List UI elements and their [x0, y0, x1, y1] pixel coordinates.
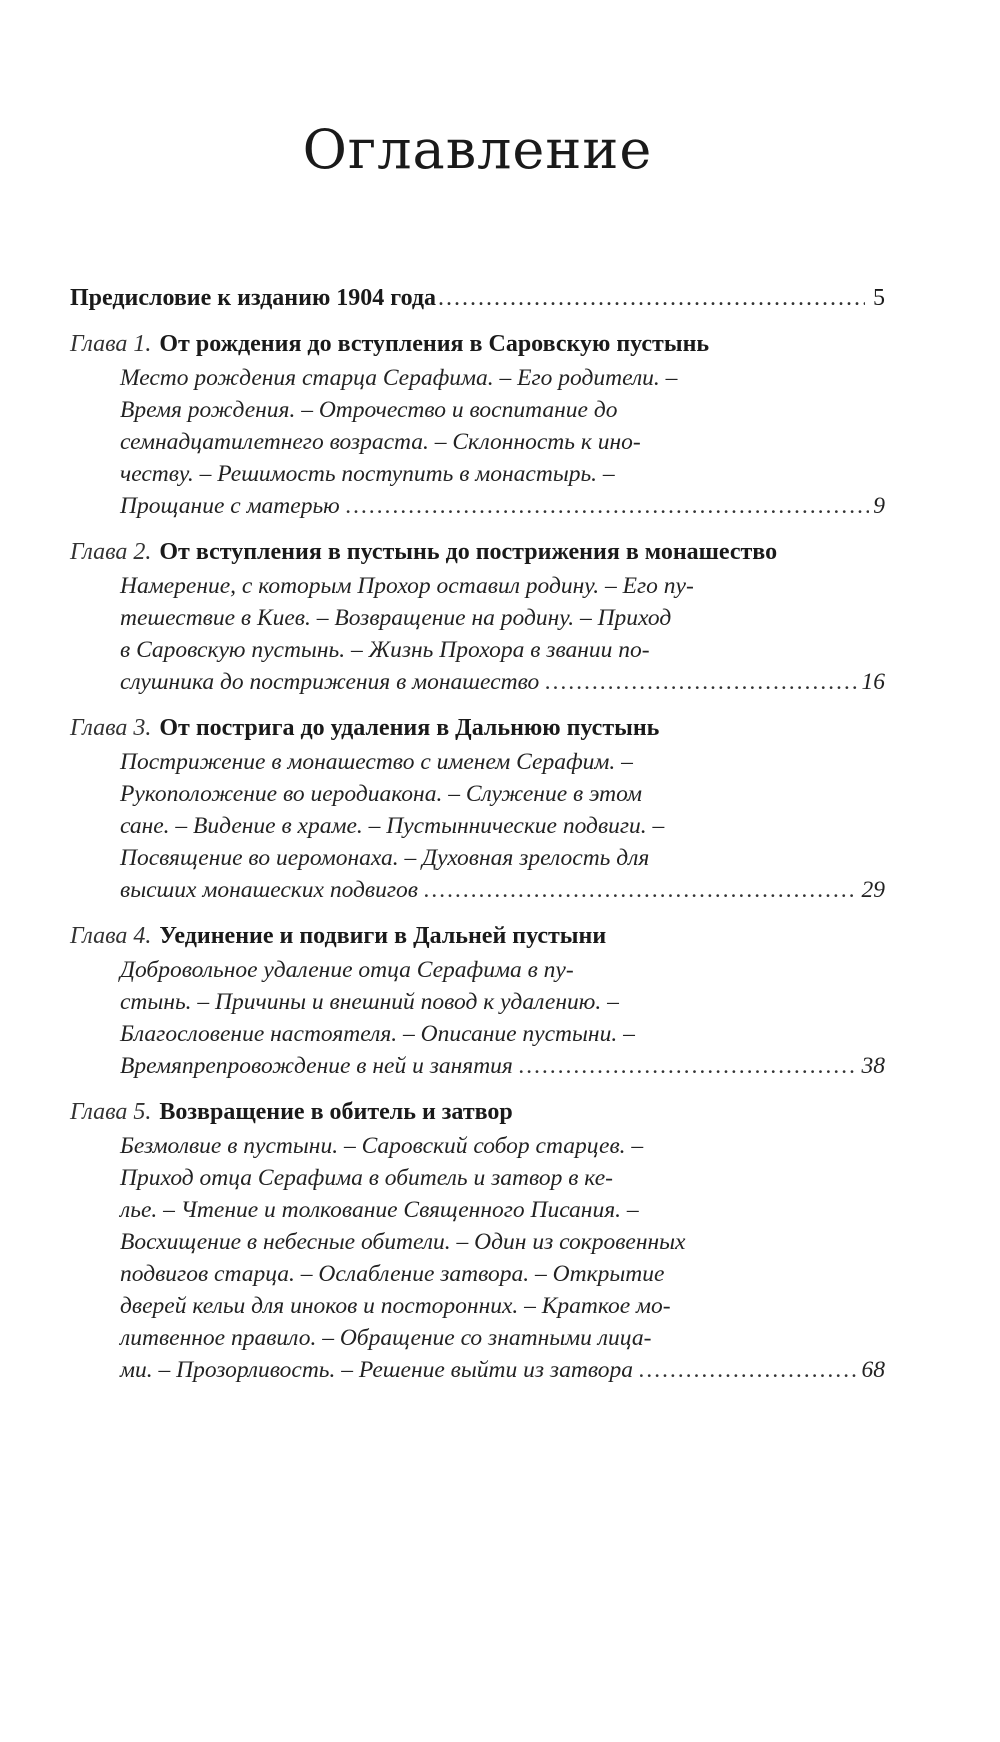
- summary-line: ми. – Прозорливость. – Решение выйти из затвора: [120, 1357, 633, 1383]
- summary-line: честву. – Решимость поступить в монастырь. –: [120, 461, 615, 487]
- chapter-summary: [120, 362, 885, 522]
- dot-leader: [545, 666, 857, 698]
- summary-last-line: [120, 874, 885, 906]
- summary-line: Рукоположение во иеродиакона. – Служение в этом: [120, 781, 642, 807]
- summary-line: Приход отца Серафима в обитель и затвор в ке-: [120, 1165, 613, 1191]
- summary-line: лье. – Чтение и толкование Священного Писания. –: [120, 1197, 639, 1223]
- chapter-heading: [70, 712, 885, 744]
- summary-line: в Саровскую пустынь. – Жизнь Прохора в звании по-: [120, 637, 650, 663]
- summary-line: тешествие в Киев. – Возвращение на родину. – Приход: [120, 605, 672, 631]
- chapter-heading: [70, 328, 885, 360]
- dot-leader: [519, 1050, 858, 1082]
- page-number: 9: [873, 493, 885, 519]
- chapter-label: Глава 3.: [70, 715, 152, 741]
- chapter-heading: [70, 1096, 885, 1128]
- chapter-label: Глава 1.: [70, 331, 152, 357]
- page-number: 16: [861, 669, 885, 695]
- dot-leader: [639, 1354, 858, 1386]
- summary-last-line: [120, 490, 885, 522]
- toc-entry-chapter-4[interactable]: [70, 920, 885, 1082]
- toc-entry-chapter-1[interactable]: [70, 328, 885, 522]
- page-number: 5: [873, 285, 885, 311]
- chapter-summary: [120, 954, 885, 1082]
- chapter-heading: [70, 920, 885, 952]
- chapter-summary: [120, 1130, 885, 1386]
- toc-entry-chapter-5[interactable]: [70, 1096, 885, 1386]
- chapter-title: Уединение и подвиги в Дальней пустыни: [159, 923, 607, 949]
- chapter-label: Глава 5.: [70, 1099, 152, 1125]
- summary-line: Намерение, с которым Прохор оставил родину. – Его пу-: [120, 573, 694, 599]
- summary-line: Пострижение в монашество с именем Серафим. –: [120, 749, 633, 775]
- summary-line: Благословение настоятеля. – Описание пустыни. –: [120, 1021, 635, 1047]
- chapter-title: От вступления в пустынь до пострижения в монашество: [159, 539, 778, 565]
- chapter-title: От пострига до удаления в Дальнюю пустынь: [159, 715, 660, 741]
- chapter-label: Глава 2.: [70, 539, 152, 565]
- toc-entry-preface[interactable]: [70, 282, 885, 314]
- page-number: 68: [861, 1357, 885, 1383]
- toc-entry-chapter-3[interactable]: [70, 712, 885, 906]
- summary-line: Добровольное удаление отца Серафима в пу-: [120, 957, 574, 983]
- summary-line: Время рождения. – Отрочество и воспитание до: [120, 397, 618, 423]
- chapter-label: Глава 4.: [70, 923, 152, 949]
- summary-line: литвенное правило. – Обращение со знатными лица-: [120, 1325, 652, 1351]
- toc-page: [70, 0, 885, 1742]
- preface-title: Предисловие к изданию 1904 года: [70, 285, 437, 311]
- dot-leader: [346, 490, 870, 522]
- chapter-title: Возвращение в обитель и затвор: [159, 1099, 513, 1125]
- page-title: Оглавление: [302, 118, 653, 181]
- summary-line: подвигов старца. – Ослабление затвора. – Открытие: [120, 1261, 665, 1287]
- summary-line: Прощание с матерью: [120, 493, 340, 519]
- summary-last-line: [120, 1354, 885, 1386]
- summary-line: Времяпрепровождение в ней и занятия: [120, 1053, 513, 1079]
- summary-line: стынь. – Причины и внешний повод к удалению. –: [120, 989, 619, 1015]
- chapter-heading: [70, 536, 885, 568]
- chapter-summary: [120, 570, 885, 698]
- summary-last-line: [120, 666, 885, 698]
- summary-line: слушника до пострижения в монашество: [120, 669, 540, 695]
- summary-line: дверей кельи для иноков и посторонних. – Краткое мо-: [120, 1293, 671, 1319]
- chapter-list: [70, 328, 885, 1386]
- summary-line: семнадцатилетнего возраста. – Склонность к ино-: [120, 429, 641, 455]
- dot-leader: [424, 874, 858, 906]
- summary-line: сане. – Видение в храме. – Пустыннические подвиги. –: [120, 813, 665, 839]
- summary-line: Посвящение во иеромонаха. – Духовная зрелость для: [120, 845, 650, 871]
- table-of-contents: [70, 282, 885, 1386]
- summary-line: высших монашеских подвигов: [120, 877, 418, 903]
- summary-line: Место рождения старца Серафима. – Его родители. –: [120, 365, 678, 391]
- dot-leader: [438, 282, 865, 314]
- page-number: 29: [861, 877, 885, 903]
- summary-last-line: [120, 1050, 885, 1082]
- summary-line: Безмолвие в пустыни. – Саровский собор старцев. –: [120, 1133, 644, 1159]
- summary-line: Восхищение в небесные обители. – Один из сокровенных: [120, 1229, 686, 1255]
- chapter-title: От рождения до вступления в Саровскую пустынь: [159, 331, 710, 357]
- page-number: 38: [861, 1053, 885, 1079]
- toc-entry-chapter-2[interactable]: [70, 536, 885, 698]
- chapter-summary: [120, 746, 885, 906]
